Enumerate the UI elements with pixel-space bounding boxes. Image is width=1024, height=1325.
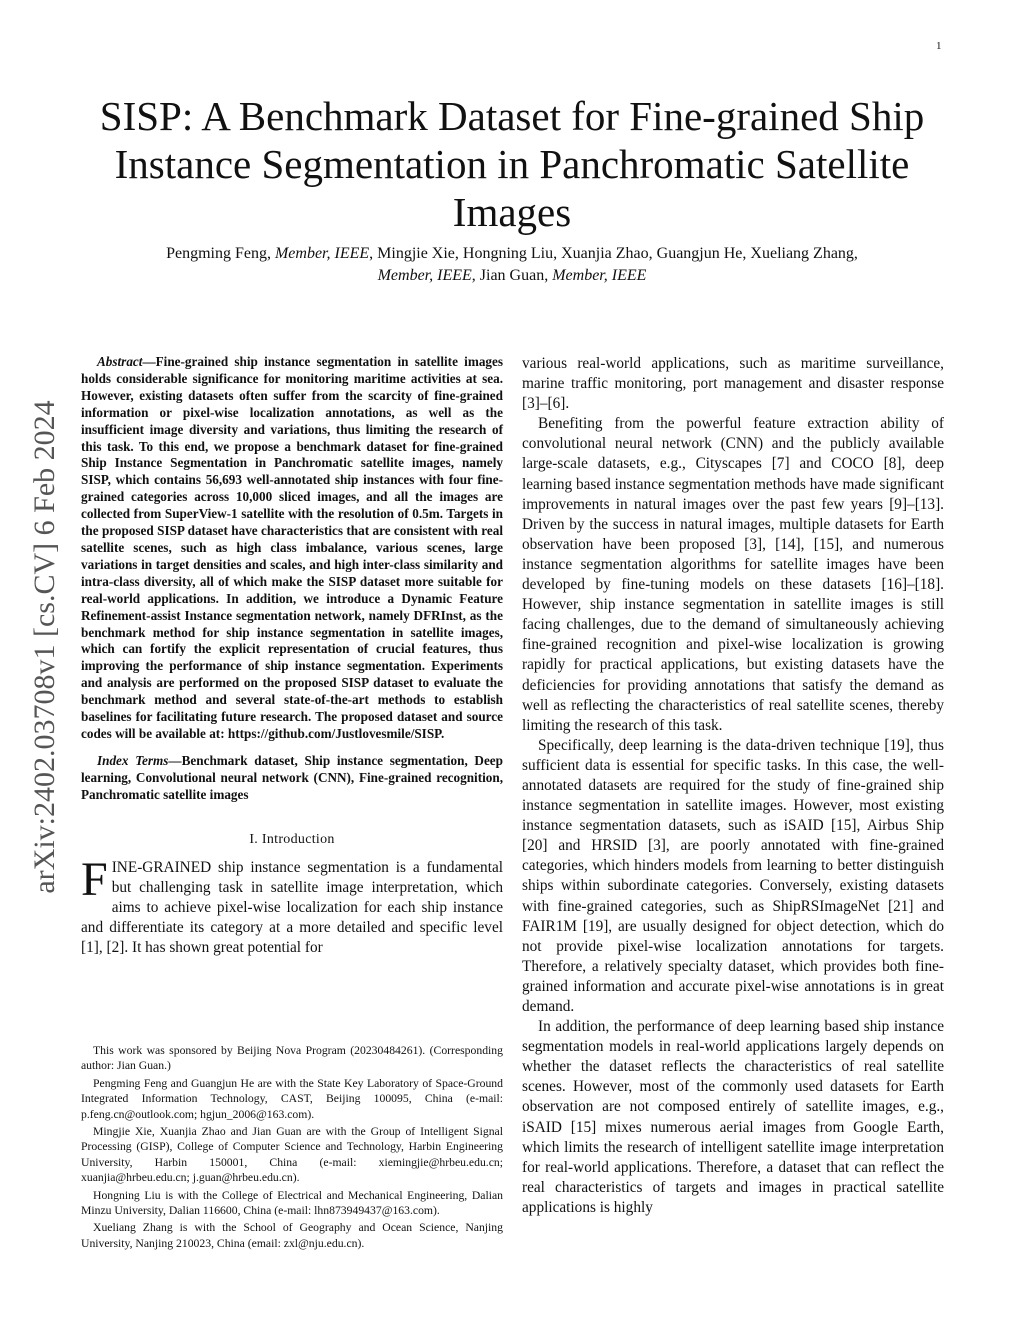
right-column: [522, 354, 944, 1218]
footnote: Xueliang Zhang is with the School of Geography and Ocean Science, Nanjing University, Nanjing 210023, China (email: zxl@nju.edu.cn).: [81, 1221, 503, 1250]
footnote: Hongning Liu is with the College of Electrical and Mechanical Engineering, Dalian Minzu University, Dalian 116600, China (e-mail: lhn873949437@163.com).: [81, 1188, 503, 1218]
author-membership: Member, IEEE: [274, 245, 370, 262]
arxiv-sidebar: [24, 364, 66, 930]
drop-cap: F: [81, 852, 108, 906]
author-membership: Member, IEEE: [377, 267, 472, 284]
author-text: , Jian Guan,: [471, 267, 553, 284]
abstract-label: Abstract: [97, 354, 143, 369]
body-paragraph: Benefiting from the powerful feature extraction ability of convolutional neural network (CNN) and the publicly available large-scale datasets, e.g., Cityscapes [7] and COCO [8], deep learning based instance segmentation methods have made significant improvements in natural images over the past few years [9]–[13]. Driven by the success in natural images, multiple datasets for Earth observation have been proposed [3], [14], [15], and numerous instance segmentation algorithms for satellite images have been developed by fine-tuning models on these datasets [16]–[18]. However, ship instance segmentation in satellite images is still facing challenges, due to the demand of simultaneously achieving fine-grained recognition and pixel-wise localization is growing rapidly for practical applications, but existing datasets have the deficiencies for providing annotations that satisfy the demand as well as reflecting the characteristics of real satellite scenes, thereby limiting the research of this task.: [522, 415, 944, 734]
author-membership: Member, IEEE: [552, 267, 647, 284]
section-heading: I. Introduction: [249, 831, 335, 847]
footnote: Mingjie Xie, Xuanjia Zhao and Jian Guan are with the Group of Intelligent Signal Processing (GISP), College of Computer Science and Technology, Harbin Engineering University, Harbin 150001, China (e-mail: xiemingjie@hrbeu.edu.cn; xuanjia@hrbeu.edu.cn; j.guan@hrbeu.edu.cn).: [81, 1125, 503, 1185]
footnote: Pengming Feng and Guangjun He are with the State Key Laboratory of Space-Ground Integrated Information Technology, CAST, Beijing 100095, China (e-mail: p.feng.cn@outlook.com; hgjun_2006@163.com).: [81, 1076, 503, 1121]
footnote: This work was sponsored by Beijing Nova Program (20230484261). (Corresponding author: Jian Guan.): [81, 1044, 503, 1073]
index-terms: [81, 753, 503, 804]
left-column: [81, 354, 503, 959]
abstract: [81, 354, 503, 743]
author-text: , Mingjie Xie, Hongning Liu, Xuanjia Zhao, Guangjun He, Xueliang Zhang,: [369, 245, 858, 262]
paper-title: SISP: A Benchmark Dataset for Fine-grained Ship Instance Segmentation in Panchromatic Satellite Images: [99, 93, 925, 235]
body-paragraph: In addition, the performance of deep learning based ship instance segmentation models in real-world applications largely depends on whether the dataset reflects the characteristics of real satellite scenes. However, most of the commonly used datasets for Earth observation are not composed entirely of satellite images, e.g., iSAID [15] mixes numerous aerial images from Google Earth, which limits the research of intelligent satellite image interpretation for real-world applications. Therefore, a dataset that can reflect the real characteristics of targets and images in practical satellite applications is highly: [522, 1018, 944, 1216]
index-terms-label: Index Terms: [97, 752, 169, 768]
body-paragraph: various real-world applications, such as maritime surveillance, marine traffic monitoring, port management and disaster response [3]–[6].: [522, 355, 944, 413]
body-paragraph: Specifically, deep learning is the data-driven technique [19], thus sufficient data is essential for specific tasks. In this case, the well-annotated datasets are required for the study of fine-grained ship instance segmentation in satellite images. However, most existing instance segmentation datasets, such as iSAID [15], Airbus Ship [20] and HRSID [3], are poorly annotated with fine-grained categories, which hinders models from learning to better distinguish ships within subordinate categories. Conversely, existing datasets with fine-grained categories, such as ShipRSImageNet [21] and FAIR1M [19], are usually designed for object detection, which do not provide pixel-wise localization annotations for targets. Therefore, a relatively specialty dataset, which provides both fine-grained information and accurate pixel-wise annotations is in great demand.: [522, 736, 944, 1015]
footnotes: [81, 1043, 503, 1253]
arxiv-identifier: arXiv:2402.03708v1 [cs.CV] 6 Feb 2024: [28, 400, 61, 894]
author-text: Pengming Feng,: [166, 245, 275, 262]
abstract-text: —Fine-grained ship instance segmentation in satellite images holds considerable significance for monitoring maritime activities at sea. However, existing datasets often suffer from the scarcity of fine-grained information or pixel-wise localization annotations, as well as the insufficient image diversity and variations, thus limiting the research of this task. To this end, we propose a benchmark dataset for fine-grained Ship Instance Segmentation in Panchromatic satellite images, namely SISP, which contains 56,693 well-annotated ship instances with four fine-grained categories across 10,000 sliced images, and all the images are collected from SuperView-1 satellite with the resolution of 0.5m. Targets in the proposed SISP dataset have characteristics that are consistent with real satellite scenes, such as high class imbalance, various scenes, large variations in target densities and scales, and high inter-class similarity and intra-class diversity, all of which make the SISP dataset more suitable for real-world applications. In addition, we introduce a Dynamic Feature Refinement-assist Instance segmentation network, namely DFRInst, as the benchmark method for ship instance segmentation in satellite images, which can fortify the explicit representation of crucial features, thus improving the performance of ship instance segmentation. Experiments and analysis are performed on the proposed SISP dataset to evaluate the benchmark method and several state-of-the-art methods to establish baselines for facilitating future research. The proposed dataset and source codes will be available at: https://github.com/Justlovesmile/SISP.: [81, 354, 503, 741]
page-number: 1: [936, 40, 942, 52]
intro-paragraph: [81, 852, 503, 959]
intro-text: INE-GRAINED ship instance segmentation is a fundamental but challenging task in satellite image interpretation, which aims to achieve pixel-wise localization for each ship instance and differentiate its category at a more detailed and specific level [1], [2]. It has shown great potential for: [81, 858, 503, 957]
author-list: [60, 243, 964, 287]
index-terms-text: —Benchmark dataset, Ship instance segmentation, Deep learning, Convolutional neural network (CNN), Fine-grained recognition, Panchromatic satellite images: [81, 752, 503, 802]
